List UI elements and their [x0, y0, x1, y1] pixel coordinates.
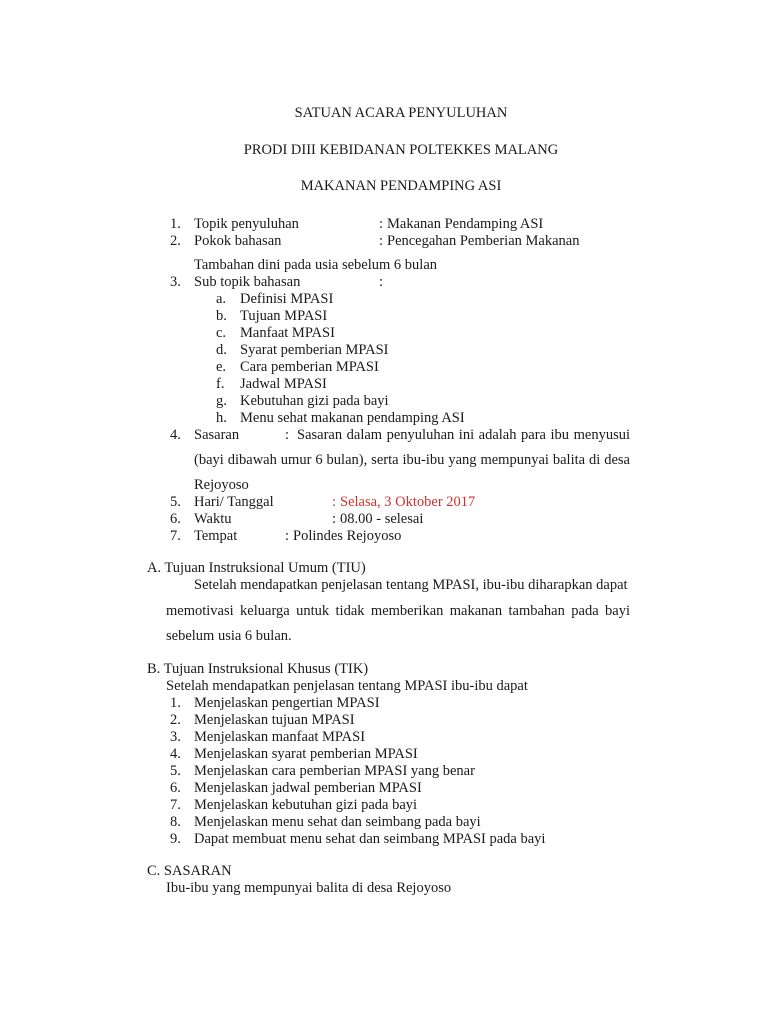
info-item-separator: : — [379, 274, 384, 290]
section-a-line: memotivasi keluarga untuk tidak memberikan makanan tambahan pada bayi — [166, 603, 630, 619]
tik-item-text: Menjelaskan syarat pemberian MPASI — [194, 746, 418, 762]
info-item-label: Hari/ Tanggal — [194, 494, 274, 510]
tik-item-text: Menjelaskan manfaat MPASI — [194, 729, 366, 745]
document-subtitle-prodi: PRODI DIII KEBIDANAN POLTEKKES MALANG — [243, 142, 559, 158]
subtopic-letter: f. — [216, 376, 225, 392]
tik-item-number: 8. — [170, 814, 181, 830]
info-item-label: Topik penyuluhan — [194, 216, 299, 232]
info-item-number: 5. — [170, 494, 181, 510]
subtopic-letter: d. — [216, 342, 227, 358]
subtopic-text: Jadwal MPASI — [240, 376, 327, 392]
section-a-line: Setelah mendapatkan penjelasan tentang MPASI, ibu-ibu diharapkan dapat — [194, 577, 628, 593]
tik-item-text: Menjelaskan tujuan MPASI — [194, 712, 355, 728]
info-item-number: 7. — [170, 528, 181, 544]
info-item-value: Pencegahan Pemberian Makanan — [387, 233, 580, 249]
section-c-heading: C. SASARAN — [147, 863, 232, 879]
sasaran-line: (bayi dibawah umur 6 bulan), serta ibu-ibu yang mempunyai balita di desa — [194, 452, 630, 468]
info-item-label: Waktu — [194, 511, 232, 527]
subtopic-letter: a. — [216, 291, 227, 307]
section-a-heading: A. Tujuan Instruksional Umum (TIU) — [147, 560, 366, 576]
info-item-label: Pokok bahasan — [194, 233, 282, 249]
document-subtitle-topic: MAKANAN PENDAMPING ASI — [300, 178, 502, 194]
info-item-number: 3. — [170, 274, 181, 290]
tik-item-text: Menjelaskan menu sehat dan seimbang pada bayi — [194, 814, 481, 830]
tik-item-number: 2. — [170, 712, 181, 728]
tik-item-text: Menjelaskan pengertian MPASI — [194, 695, 380, 711]
subtopic-text: Tujuan MPASI — [240, 308, 328, 324]
subtopic-text: Definisi MPASI — [240, 291, 334, 307]
tik-item-number: 6. — [170, 780, 181, 796]
tik-item-text: Menjelaskan kebutuhan gizi pada bayi — [194, 797, 418, 813]
subtopic-letter: b. — [216, 308, 227, 324]
sasaran-line: Rejoyoso — [194, 477, 249, 493]
info-item-number: 6. — [170, 511, 181, 527]
tik-item-number: 1. — [170, 695, 181, 711]
tik-item-number: 5. — [170, 763, 181, 779]
tik-item-number: 3. — [170, 729, 181, 745]
info-item-label: Sasaran — [194, 427, 240, 443]
info-item-value: Polindes Rejoyoso — [293, 528, 402, 544]
section-c-text: Ibu-ibu yang mempunyai balita di desa Rejoyoso — [166, 880, 452, 896]
info-item-continuation: Tambahan dini pada usia sebelum 6 bulan — [194, 257, 438, 273]
info-item-separator: : — [379, 233, 384, 249]
tik-item-number: 4. — [170, 746, 181, 762]
info-item-number: 4. — [170, 427, 181, 443]
info-item-separator: : — [285, 427, 290, 443]
info-item-date-value: Selasa, 3 Oktober 2017 — [340, 494, 476, 510]
info-item-separator: : — [332, 494, 337, 510]
info-item-separator: : — [379, 216, 384, 232]
subtopic-text: Manfaat MPASI — [240, 325, 335, 341]
info-item-value: Makanan Pendamping ASI — [387, 216, 544, 232]
section-b-heading: B. Tujuan Instruksional Khusus (TIK) — [147, 661, 369, 677]
info-item-separator: : — [332, 511, 337, 527]
document-title: SATUAN ACARA PENYULUHAN — [294, 105, 508, 121]
tik-item-number: 7. — [170, 797, 181, 813]
subtopic-text: Kebutuhan gizi pada bayi — [240, 393, 389, 409]
sasaran-line: Sasaran dalam penyuluhan ini adalah para ibu menyusui — [297, 427, 630, 443]
info-item-label: Tempat — [194, 528, 238, 544]
section-a-line: sebelum usia 6 bulan. — [166, 628, 292, 644]
subtopic-text: Menu sehat makanan pendamping ASI — [240, 410, 465, 426]
tik-item-text: Menjelaskan cara pemberian MPASI yang benar — [194, 763, 475, 779]
subtopic-letter: g. — [216, 393, 227, 409]
subtopic-letter: c. — [216, 325, 227, 341]
subtopic-letter: e. — [216, 359, 227, 375]
info-item-number: 2. — [170, 233, 181, 249]
section-b-intro: Setelah mendapatkan penjelasan tentang MPASI ibu-ibu dapat — [166, 678, 528, 694]
info-item-label: Sub topik bahasan — [194, 274, 301, 290]
subtopic-text: Syarat pemberian MPASI — [240, 342, 389, 358]
subtopic-text: Cara pemberian MPASI — [240, 359, 379, 375]
info-item-number: 1. — [170, 216, 181, 232]
info-item-separator: : — [285, 528, 290, 544]
info-item-value: 08.00 - selesai — [340, 511, 424, 527]
tik-item-text: Menjelaskan jadwal pemberian MPASI — [194, 780, 422, 796]
tik-item-text: Dapat membuat menu sehat dan seimbang MPASI pada bayi — [194, 831, 546, 847]
tik-item-number: 9. — [170, 831, 181, 847]
subtopic-letter: h. — [216, 410, 227, 426]
